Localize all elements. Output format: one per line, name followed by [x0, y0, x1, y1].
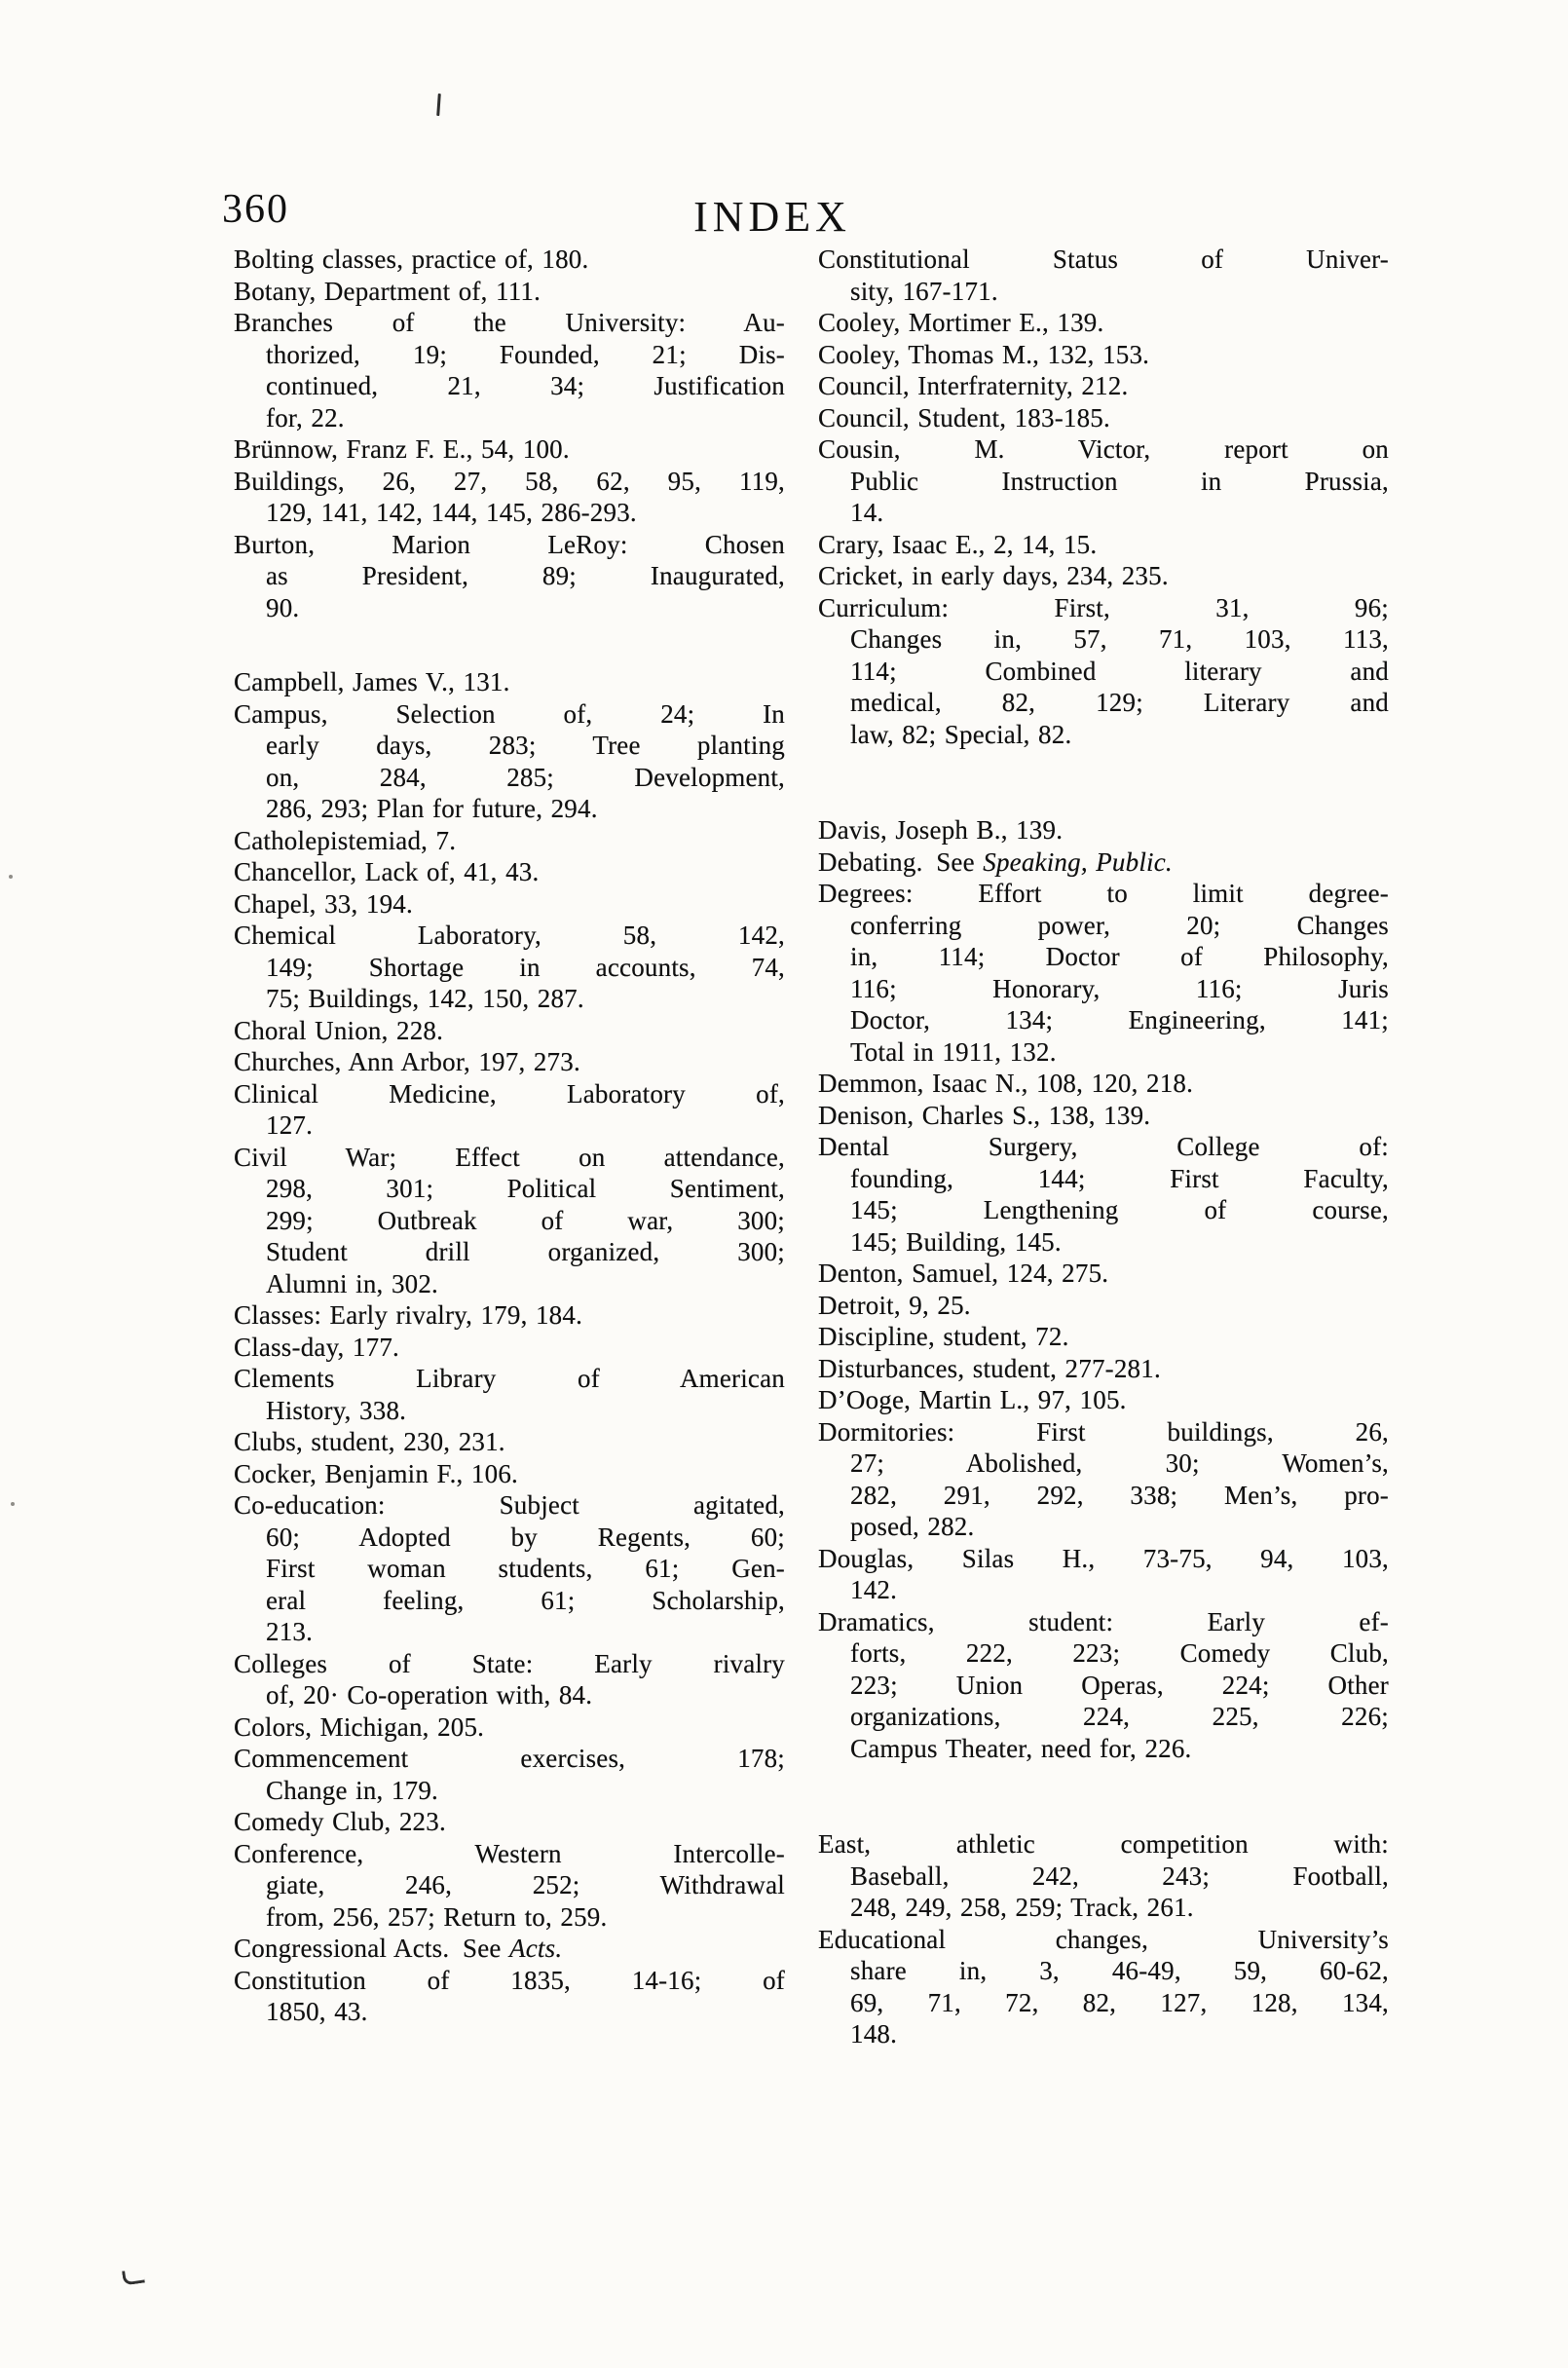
index-line: Disturbances, student, 277-281.	[818, 1353, 1161, 1383]
index-entry	[234, 466, 785, 529]
index-entry	[234, 1363, 785, 1426]
index-line: 14.	[850, 498, 884, 527]
index-line: Congressional Acts. See Acts.	[234, 1934, 563, 1963]
index-entry	[234, 698, 785, 825]
index-line: Colleges of State: Early rivalry	[234, 1648, 785, 1678]
index-entry	[818, 1100, 1389, 1132]
index-line: Educational changes, University’s	[818, 1924, 1389, 1954]
index-entry	[818, 1416, 1389, 1543]
index-entry	[234, 1299, 785, 1332]
index-entry	[818, 1321, 1389, 1353]
index-entry	[234, 529, 785, 624]
index-entry	[818, 1068, 1389, 1100]
index-line: First woman students, 61; Gen-	[266, 1554, 785, 1583]
index-line: 69, 71, 72, 82, 127, 128, 134,	[850, 1987, 1389, 2017]
index-entry	[818, 1606, 1389, 1765]
index-line: History, 338.	[266, 1395, 407, 1425]
index-line: 149; Shortage in accounts, 74,	[266, 952, 785, 982]
index-line: Alumni in, 302.	[266, 1268, 439, 1298]
index-line: Cooley, Mortimer E., 139.	[818, 308, 1104, 337]
index-line: Discipline, student, 72.	[818, 1322, 1069, 1351]
index-entry	[818, 878, 1389, 1068]
index-entry	[234, 1458, 785, 1490]
index-line: posed, 282.	[850, 1512, 975, 1541]
index-entry	[818, 1258, 1389, 1290]
index-line: 145; Building, 145.	[850, 1226, 1062, 1257]
index-line: Total in 1911, 132.	[850, 1036, 1057, 1067]
index-entry	[818, 846, 1389, 879]
index-entry	[818, 1828, 1389, 1924]
index-line: Chemical Laboratory, 58, 142,	[234, 921, 785, 950]
index-line: Demmon, Isaac N., 108, 120, 218.	[818, 1069, 1194, 1098]
index-line: 114; Combined literary and	[850, 656, 1389, 686]
index-entry	[234, 825, 785, 857]
index-line: 90.	[266, 592, 300, 622]
index-line: Catholepistemiad, 7.	[234, 825, 457, 855]
index-entry	[234, 1648, 785, 1711]
index-line: sity, 167-171.	[850, 276, 998, 306]
index-entry	[234, 1806, 785, 1838]
index-line: on, 284, 285; Development,	[266, 762, 785, 792]
index-line: Student drill organized, 300;	[266, 1237, 785, 1266]
index-entry	[234, 888, 785, 921]
index-entry	[818, 244, 1389, 307]
index-line: Douglas, Silas H., 73-75, 94, 103,	[818, 1543, 1389, 1573]
index-line: organizations, 224, 225, 226;	[850, 1702, 1389, 1731]
index-entry	[818, 1353, 1389, 1385]
index-column-right	[818, 244, 1389, 2050]
index-entry	[818, 1384, 1389, 1416]
index-entry	[234, 1426, 785, 1458]
index-entry	[234, 1965, 785, 2028]
index-line: Bolting classes, practice of, 180.	[234, 244, 589, 274]
index-line: early days, 283; Tree planting	[266, 731, 785, 760]
index-line: 60; Adopted by Regents, 60;	[266, 1522, 785, 1552]
index-entry	[234, 1743, 785, 1806]
index-entry	[818, 402, 1389, 434]
index-column-left	[234, 244, 785, 2028]
index-line: Council, Interfraternity, 212.	[818, 371, 1129, 400]
index-entry	[234, 1332, 785, 1364]
index-line: Public Instruction in Prussia,	[850, 466, 1389, 496]
index-line: 129, 141, 142, 144, 145, 286-293.	[266, 498, 637, 527]
index-line: Brünnow, Franz F. E., 54, 100.	[234, 434, 570, 464]
index-entry	[234, 920, 785, 1015]
index-line: D’Ooge, Martin L., 97, 105.	[818, 1385, 1127, 1414]
index-line: 116; Honorary, 116; Juris	[850, 973, 1389, 1003]
index-line: Curriculum: First, 31, 96;	[818, 592, 1389, 622]
index-line: Constitutional Status of Univer-	[818, 244, 1389, 274]
index-line: Degrees: Effort to limit degree-	[818, 879, 1389, 908]
index-line: Change in, 179.	[266, 1775, 438, 1805]
index-entry	[818, 814, 1389, 846]
index-entry	[234, 244, 785, 276]
index-line: Crary, Isaac E., 2, 14, 15.	[818, 529, 1098, 559]
index-line: 299; Outbreak of war, 300;	[266, 1205, 785, 1235]
index-line: Clinical Medicine, Laboratory of,	[234, 1078, 785, 1109]
index-line: conferring power, 20; Changes	[850, 910, 1389, 940]
index-line: 27; Abolished, 30; Women’s,	[850, 1448, 1389, 1478]
index-entry	[818, 433, 1389, 529]
index-line: Civil War; Effect on attendance,	[234, 1142, 785, 1172]
index-line: Co-education: Subject agitated,	[234, 1490, 785, 1520]
index-line: thorized, 19; Founded, 21; Dis-	[266, 339, 785, 369]
index-line: 213.	[266, 1617, 314, 1646]
index-entry	[818, 529, 1389, 561]
index-line: 145; Lengthening of course,	[850, 1195, 1389, 1224]
index-line: Choral Union, 228.	[234, 1015, 444, 1045]
index-line: Cousin, M. Victor, report on	[818, 434, 1389, 464]
index-line: Dormitories: First buildings, 26,	[818, 1416, 1389, 1447]
index-line: 75; Buildings, 142, 150, 287.	[266, 984, 584, 1013]
scan-artifact-dot	[11, 1502, 15, 1506]
index-line: Changes in, 57, 71, 103, 113,	[850, 624, 1389, 654]
index-line: Classes: Early rivalry, 179, 184.	[234, 1300, 583, 1330]
index-entry	[818, 307, 1389, 339]
index-line: Colors, Michigan, 205.	[234, 1711, 485, 1742]
index-line: 142.	[850, 1575, 898, 1604]
index-line: as President, 89; Inaugurated,	[266, 561, 785, 590]
index-entry	[818, 1924, 1389, 2050]
index-line: 248, 249, 258, 259; Track, 261.	[850, 1893, 1194, 1922]
index-line: founding, 144; First Faculty,	[850, 1163, 1389, 1193]
index-entry	[234, 276, 785, 308]
index-entry	[234, 1711, 785, 1744]
index-line: 148.	[850, 2019, 898, 2049]
index-line: Cooley, Thomas M., 132, 153.	[818, 339, 1150, 369]
index-entry	[234, 1078, 785, 1142]
index-line: Cocker, Benjamin F., 106.	[234, 1458, 518, 1488]
index-line: Doctor, 134; Engineering, 141;	[850, 1005, 1389, 1034]
page-title: INDEX	[693, 193, 851, 242]
index-line: 223; Union Operas, 224; Other	[850, 1670, 1389, 1700]
index-entry	[818, 1290, 1389, 1322]
index-line: Campbell, James V., 131.	[234, 667, 510, 696]
index-entry	[818, 370, 1389, 402]
index-line: of, 20· Co-operation with, 84.	[266, 1680, 593, 1710]
scan-artifact-dot	[9, 875, 13, 879]
index-entry	[234, 433, 785, 466]
index-line: Cricket, in early days, 234, 235.	[818, 561, 1169, 590]
index-entry	[234, 307, 785, 433]
index-entry	[818, 560, 1389, 592]
index-line: Churches, Ann Arbor, 197, 273.	[234, 1047, 580, 1076]
index-line: Constitution of 1835, 14-16; of	[234, 1965, 785, 1995]
index-entry	[818, 339, 1389, 371]
index-entry	[234, 856, 785, 888]
index-line: law, 82; Special, 82.	[850, 719, 1072, 749]
index-line: Clements Library of American	[234, 1364, 785, 1393]
index-line: continued, 21, 34; Justification	[266, 371, 785, 400]
index-line: from, 256, 257; Return to, 259.	[266, 1901, 608, 1932]
index-line: Debating. See Speaking, Public.	[818, 846, 1173, 877]
index-line: Baseball, 242, 243; Football,	[850, 1861, 1389, 1891]
index-line: medical, 82, 129; Literary and	[850, 688, 1389, 717]
index-line: forts, 222, 223; Comedy Club,	[850, 1638, 1389, 1668]
index-entry	[234, 1142, 785, 1300]
index-line: Denison, Charles S., 138, 139.	[818, 1100, 1151, 1130]
index-line: 1850, 43.	[266, 1997, 368, 2026]
index-line: 286, 293; Plan for future, 294.	[266, 794, 598, 823]
index-line: Chancellor, Lack of, 41, 43.	[234, 857, 540, 886]
index-line: Council, Student, 183-185.	[818, 402, 1110, 432]
index-line: East, athletic competition with:	[818, 1829, 1389, 1859]
index-line: 282, 291, 292, 338; Men’s, pro-	[850, 1480, 1389, 1510]
index-line: Chapel, 33, 194.	[234, 888, 413, 919]
index-line: Clubs, student, 230, 231.	[234, 1427, 505, 1456]
index-line: 298, 301; Political Sentiment,	[266, 1174, 785, 1203]
index-line: giate, 246, 252; Withdrawal	[266, 1870, 785, 1899]
index-line: Commencement exercises, 178;	[234, 1744, 785, 1773]
index-line: Campus Theater, need for, 226.	[850, 1733, 1192, 1763]
index-line: share in, 3, 46-49, 59, 60-62,	[850, 1956, 1389, 1985]
index-line: in, 114; Doctor of Philosophy,	[850, 942, 1389, 971]
index-entry	[234, 1933, 785, 1965]
index-line: Branches of the University: Au-	[234, 308, 785, 337]
index-line: Detroit, 9, 25.	[818, 1290, 971, 1320]
index-entry	[234, 1489, 785, 1648]
index-entry	[234, 1046, 785, 1078]
page-number: 360	[222, 187, 289, 232]
index-line: Campus, Selection of, 24; In	[234, 698, 785, 729]
index-entry	[234, 1838, 785, 1934]
index-line: Conference, Western Intercolle-	[234, 1838, 785, 1868]
index-line: Dramatics, student: Early ef-	[818, 1606, 1389, 1636]
index-line: Denton, Samuel, 124, 275.	[818, 1259, 1109, 1288]
index-line: Dental Surgery, College of:	[818, 1132, 1389, 1161]
index-entry	[818, 1131, 1389, 1258]
index-line: Botany, Department of, 111.	[234, 276, 541, 306]
index-entry	[818, 592, 1389, 751]
index-entry	[234, 1015, 785, 1047]
index-line: eral feeling, 61; Scholarship,	[266, 1585, 785, 1615]
index-line: Burton, Marion LeRoy: Chosen	[234, 529, 785, 559]
index-line: Davis, Joseph B., 139.	[818, 815, 1064, 845]
index-entry	[818, 1543, 1389, 1606]
index-line: Comedy Club, 223.	[234, 1807, 446, 1836]
index-line: 127.	[266, 1110, 314, 1140]
index-line: for, 22.	[266, 402, 345, 432]
index-line: Class-day, 177.	[234, 1332, 399, 1362]
scan-artifact-tick	[436, 94, 441, 116]
index-entry	[234, 666, 785, 698]
index-line: Buildings, 26, 27, 58, 62, 95, 119,	[234, 466, 785, 496]
scan-artifact-squiggle	[122, 2269, 145, 2286]
